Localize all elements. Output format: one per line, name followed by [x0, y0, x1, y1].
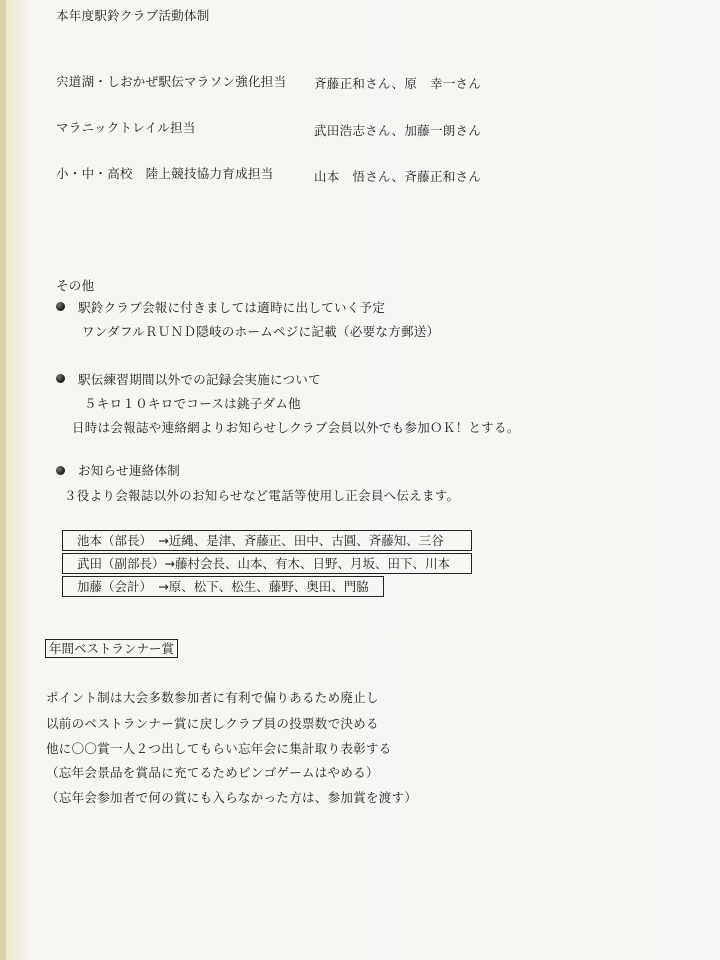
bullet-title: 駅鈴クラブ会報に付きましては適時に出していく予定: [78, 300, 386, 315]
bullet-icon: [56, 302, 65, 311]
bullet-line: ５キロ１０キロでコースは銚子ダム他: [84, 396, 301, 411]
role-label: 宍道湖・しおかぜ駅伝マラソン強化担当: [56, 74, 287, 89]
role-label: 小・中・高校 陸上競技協力育成担当: [56, 166, 274, 181]
award-line: （忘年会景品を賞品に充てるためビンゴゲームはやめる）: [46, 765, 379, 780]
role-people: 武田浩志さん、加藤一朗さん: [314, 123, 482, 138]
other-heading: その他: [56, 278, 95, 293]
contact-row: 武田（副部長）→藤村会長、山本、有木、日野、月坂、田下、川本: [62, 553, 472, 574]
award-line: 他に〇〇賞一人２つ出してもらい忘年会に集計取り表彰する: [46, 741, 392, 756]
bullet-icon: [56, 466, 65, 475]
role-people: 山本 悟さん、斉藤正和さん: [314, 169, 482, 184]
doc-title: 本年度駅鈴クラブ活動体制: [56, 8, 210, 23]
award-line: ポイント制は大会多数参加者に有利で偏りあるため廃止し: [46, 690, 379, 705]
award-line: （忘年会参加者で何の賞にも入らなかった方は、参加賞を渡す）: [46, 790, 418, 805]
page-edge: [0, 0, 6, 960]
role-label: マラニックトレイル担当: [56, 120, 196, 135]
contact-row: 池本（部長） →近縄、是津、斉藤正、田中、古圓、斉藤知、三谷: [62, 530, 472, 551]
contact-row: 加藤（会計） →原、松下、松生、藤野、奥田、門脇: [62, 576, 384, 597]
award-line: 以前のベストランナー賞に戻しクラブ員の投票数で決める: [46, 716, 379, 731]
role-people: 斉藤正和さん、原 幸一さん: [314, 76, 482, 91]
bullet-icon: [56, 374, 65, 383]
bullet-title: 駅伝練習期間以外での記録会実施について: [78, 372, 321, 387]
bullet-line: ３役より会報誌以外のお知らせなど電話等使用し正会員へ伝えます。: [64, 488, 460, 503]
bullet-line: 日時は会報誌や連絡網よりお知らせしクラブ会員以外でも参加ＯＫ！とする。: [72, 420, 520, 435]
award-heading: 年間ベストランナー賞: [45, 639, 178, 658]
bullet-line: ワンダフルＲＵＮＤ隠岐のホームペジに記載（必要な方郵送）: [82, 324, 440, 339]
bullet-title: お知らせ連絡体制: [78, 463, 181, 478]
